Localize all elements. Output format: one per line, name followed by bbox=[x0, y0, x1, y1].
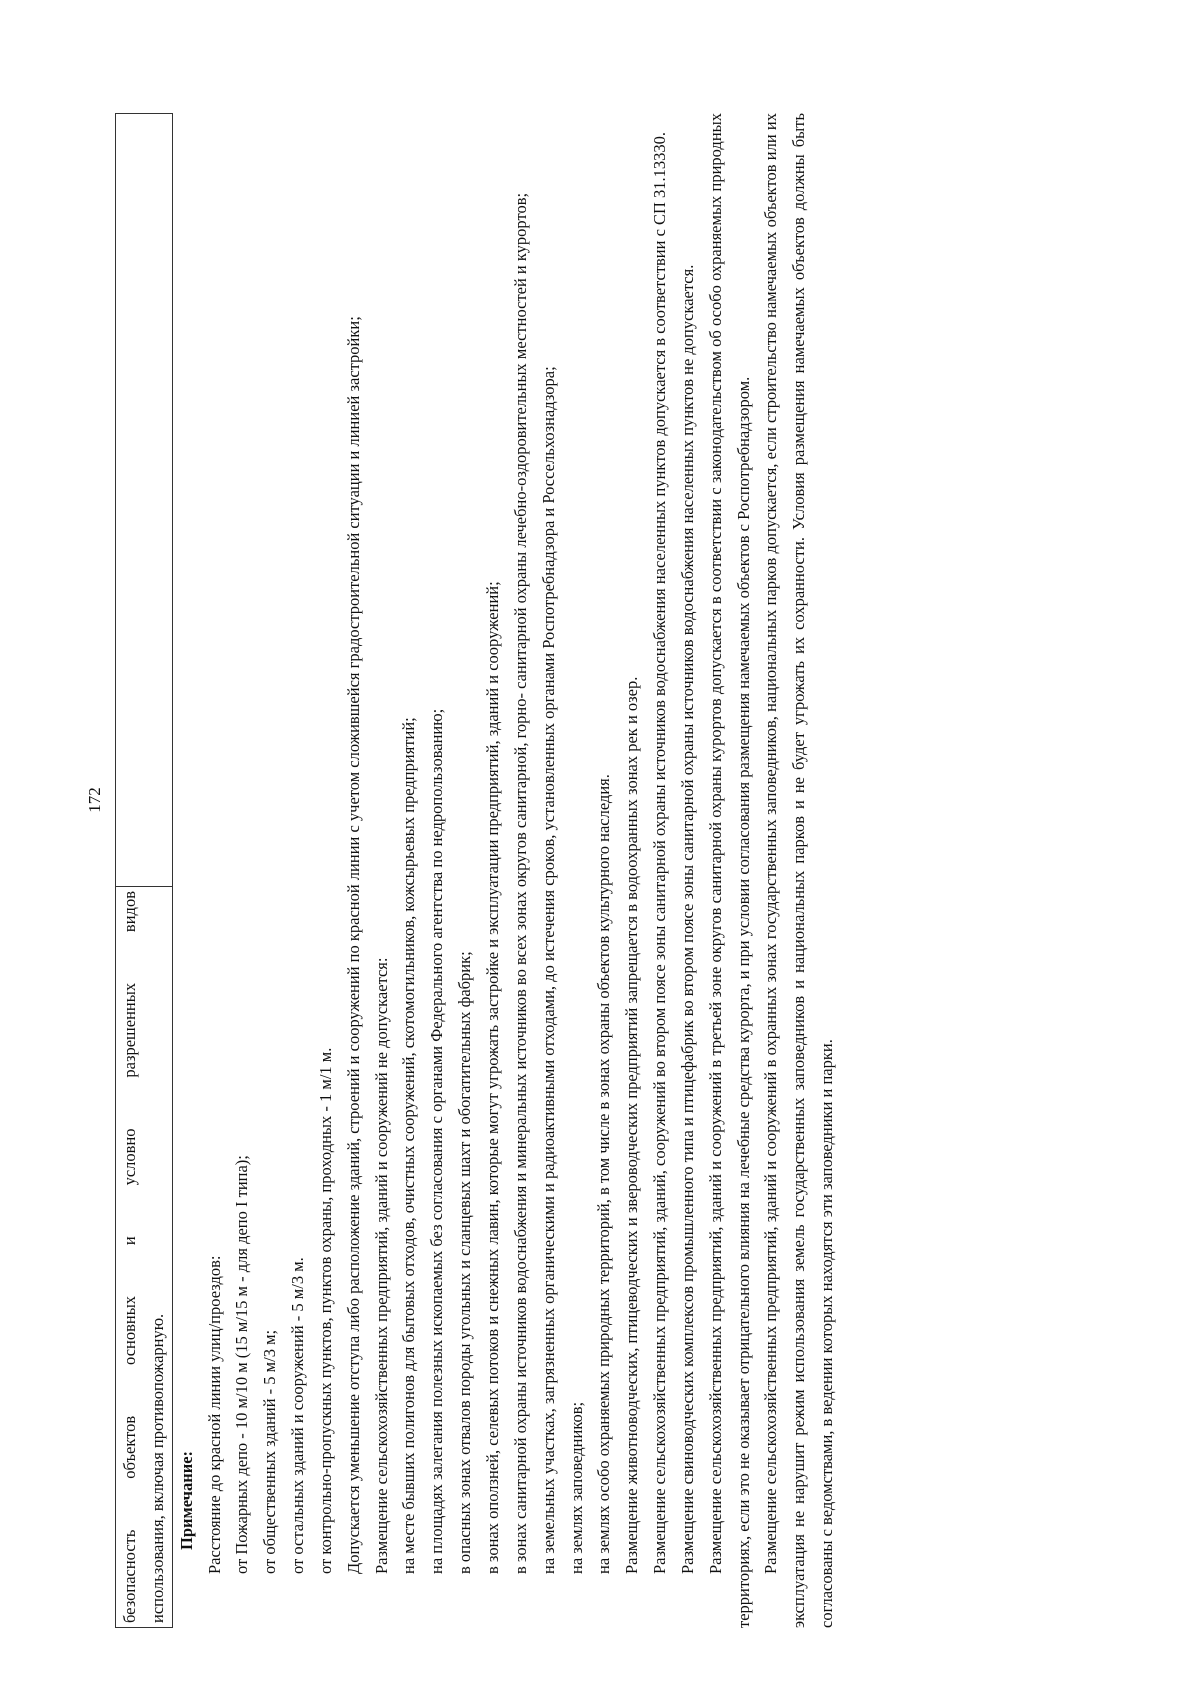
table-row-fragment bbox=[115, 113, 173, 1628]
note-section bbox=[173, 113, 841, 1628]
note-paragraph: на земельных участках, загрязненных органическими и радиоактивными отходами, до истечения сроков, установленных органами Роспотребнадзора и Россельхознадзора; bbox=[538, 366, 558, 1574]
note-paragraph: от контрольно-пропускных пунктов, пунктов охраны, проходных - 1 м/1 м. bbox=[315, 1047, 335, 1574]
table-cell-line-2: использования, включая противопожарную. bbox=[147, 1313, 167, 1623]
note-paragraph: Размещение сельскохозяйственных предприятий, зданий и сооружений в охранных зонах государственных заповедников, национальных парков допускается, если строительство намечаемых объектов или их эксплуатация не нарушит режим использования земель государственных заповедников и национальных парков и не будет угрожать их сохранности. Условия размещения намечаемых объектов должны быть согласованы с ведомствами, в ведении которых находятся эти заповедники и парки. bbox=[761, 113, 837, 1628]
rotated-page-content bbox=[115, 78, 1175, 1628]
note-paragraph: Размещение животноводческих, птицеводческих и звероводческих предприятий запрещается в водоохранных зонах рек и озер. bbox=[622, 676, 642, 1574]
note-heading: Примечание: bbox=[176, 1450, 196, 1550]
note-paragraph: Размещение сельскохозяйственных предприятий, зданий и сооружений не допускается: bbox=[371, 957, 391, 1574]
table-cell-line-1: безопасность объектов основных и условно разрешенных видов bbox=[120, 891, 139, 1623]
note-paragraph: Размещение свиноводческих комплексов промышленного типа и птицефабрик во втором поясе зоны санитарной охраны источников водоснабжения населенных пунктов не допускается. bbox=[677, 264, 697, 1574]
table-cell-text bbox=[115, 886, 172, 1628]
table-cell-empty bbox=[115, 113, 172, 886]
note-paragraph: в зонах оползней, селевых потоков и снежных лавин, которые могут угрожать застройке и эксплуатации предприятий, зданий и сооружений; bbox=[482, 581, 502, 1574]
note-paragraph: в опасных зонах отвалов породы угольных и сланцевых шахт и обогатительных фабрик; bbox=[455, 951, 475, 1574]
note-paragraph: от Пожарных депо - 10 м/10 м (15 м/15 м - для депо I типа); bbox=[232, 1155, 252, 1574]
note-paragraph: Расстояние до красной линии улиц/проездов: bbox=[204, 1255, 224, 1574]
note-paragraph: Допускается уменьшение отступа либо расположение зданий, строений и сооружений по красной линии с учетом сложившейся градостроительной ситуации и линией застройки; bbox=[343, 316, 363, 1574]
note-paragraph: на площадях залегания полезных ископаемых без согласования с органами Федерального агентства по недропользованию; bbox=[427, 708, 447, 1574]
note-paragraph: Размещение сельскохозяйственных предприятий, зданий, сооружений во втором поясе зоны санитарной охраны источников водоснабжения населенных пунктов допускается в соответствии с СП 31.13330. bbox=[650, 131, 670, 1574]
note-paragraph: в зонах санитарной охраны источников водоснабжения и минеральных источников во всех зонах округов санитарной, горно- санитарной охраны лечебно-оздоровительных местностей и курортов; bbox=[510, 192, 530, 1574]
note-paragraph: Размещение сельскохозяйственных предприятий, зданий и сооружений в третьей зоне округов санитарной охраны курортов допускается в соответствии с законодательством об особо охраняемых природных территориях, если это не оказывает отрицательного влияния на лечебные средства курорта, и при условии согласования размещения намечаемых объектов с Роспотребнадзором. bbox=[705, 113, 753, 1628]
note-paragraph: на землях заповедников; bbox=[566, 1401, 586, 1574]
note-paragraph: на землях особо охраняемых природных территорий, в том числе в зонах охраны объектов культурного наследия. bbox=[594, 774, 614, 1574]
note-paragraph: на месте бывших полигонов для бытовых отходов, очистных сооружений, скотомогильников, кожсырьевых предприятий; bbox=[399, 717, 419, 1574]
note-paragraph: от общественных зданий - 5 м/3 м; bbox=[260, 1329, 280, 1574]
page-number: 172 bbox=[84, 787, 104, 813]
note-paragraph: от остальных зданий и сооружений - 5 м/3 м. bbox=[288, 1257, 308, 1574]
